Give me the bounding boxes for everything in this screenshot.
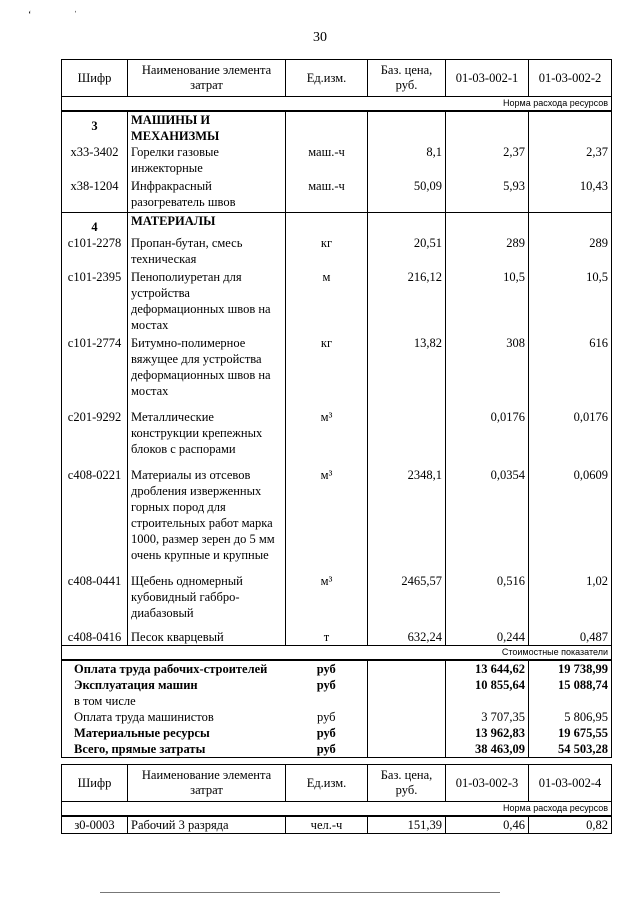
row-price: 8,1 — [368, 144, 446, 178]
summary-label: в том числе — [62, 693, 286, 709]
cost-label: Стоимостные показатели — [62, 646, 612, 661]
row-unit: т — [286, 629, 368, 646]
summary-value-b — [529, 693, 612, 709]
row-code: с408-0221 — [62, 467, 128, 573]
row-value-b: 2,37 — [529, 144, 612, 178]
empty-cell — [286, 111, 368, 144]
summary-value-b: 19 675,55 — [529, 725, 612, 741]
resource-table-1 — [61, 59, 612, 758]
row-name: Горелки газовые инжекторные — [128, 144, 286, 178]
summary-label: Всего, прямые затраты — [62, 741, 286, 758]
summary-label: Оплата труда рабочих-строителей — [62, 660, 286, 677]
row-price: 632,24 — [368, 629, 446, 646]
table-row — [62, 409, 612, 467]
row-value-a: 308 — [446, 335, 529, 409]
summary-row — [62, 660, 612, 677]
row-value-a: 0,0176 — [446, 409, 529, 467]
summary-unit: руб — [286, 660, 368, 677]
row-price: 2348,1 — [368, 467, 446, 573]
row-unit: кг — [286, 335, 368, 409]
row-value-a: 10,5 — [446, 269, 529, 335]
row-value-b: 10,43 — [529, 178, 612, 213]
summary-value-a: 38 463,09 — [446, 741, 529, 758]
row-unit: кг — [286, 235, 368, 269]
summary-row — [62, 693, 612, 709]
empty-cell — [529, 213, 612, 236]
header-name: Наименование элемента затрат — [128, 60, 286, 97]
empty-cell — [446, 111, 529, 144]
row-value-a: 289 — [446, 235, 529, 269]
page-number: 30 — [313, 30, 327, 45]
row-code: с101-2395 — [62, 269, 128, 335]
row-unit: м³ — [286, 409, 368, 467]
summary-value-b: 15 088,74 — [529, 677, 612, 693]
row-code: с408-0441 — [62, 573, 128, 629]
row-unit: маш.-ч — [286, 144, 368, 178]
row-code: с101-2774 — [62, 335, 128, 409]
header-col-b: 01-03-002-4 — [529, 765, 612, 802]
summary-value-b: 54 503,28 — [529, 741, 612, 758]
header-unit: Ед.изм. — [286, 765, 368, 802]
row-name: Пропан-бутан, смесь техническая — [128, 235, 286, 269]
summary-row — [62, 677, 612, 693]
norm-label-row — [62, 97, 612, 112]
header-col-b: 01-03-002-2 — [529, 60, 612, 97]
empty-cell — [368, 111, 446, 144]
table-row — [62, 335, 612, 409]
section-header-row — [62, 111, 612, 144]
summary-value-b: 19 738,99 — [529, 660, 612, 677]
norm-label-row — [62, 802, 612, 817]
empty-cell — [368, 660, 446, 677]
summary-label: Материальные ресурсы — [62, 725, 286, 741]
row-code: с101-2278 — [62, 235, 128, 269]
row-code: с408-0416 — [62, 629, 128, 646]
summary-row — [62, 725, 612, 741]
row-unit: м³ — [286, 467, 368, 573]
empty-cell — [368, 725, 446, 741]
summary-label: Оплата труда машинистов — [62, 709, 286, 725]
row-code: з0-0003 — [62, 816, 128, 834]
row-value-b: 289 — [529, 235, 612, 269]
header-name: Наименование элемента затрат — [128, 765, 286, 802]
section-title: МАШИНЫ И МЕХАНИЗМЫ — [128, 111, 286, 144]
empty-cell — [286, 213, 368, 236]
row-value-b: 0,487 — [529, 629, 612, 646]
row-price: 13,82 — [368, 335, 446, 409]
header-code: Шифр — [62, 765, 128, 802]
resource-table-2 — [61, 764, 612, 834]
row-unit: м — [286, 269, 368, 335]
summary-unit — [286, 693, 368, 709]
row-price: 216,12 — [368, 269, 446, 335]
row-value-a: 0,46 — [446, 816, 529, 834]
row-value-a: 2,37 — [446, 144, 529, 178]
row-code: с201-9292 — [62, 409, 128, 467]
table-row — [62, 269, 612, 335]
row-name: Металлические конструкции крепежных блоков с распорами — [128, 409, 286, 467]
row-price: 20,51 — [368, 235, 446, 269]
row-value-b: 10,5 — [529, 269, 612, 335]
row-name: Материалы из отсевов дробления изверженных горных пород для строительных работ марка 1000, размер зерен до 5 мм очень крупные и крупные — [128, 467, 286, 573]
summary-value-b: 5 806,95 — [529, 709, 612, 725]
table-row — [62, 467, 612, 573]
table-header-row — [62, 765, 612, 802]
summary-value-a: 13 644,62 — [446, 660, 529, 677]
row-value-a: 0,516 — [446, 573, 529, 629]
table-header-row — [62, 60, 612, 97]
empty-cell — [446, 213, 529, 236]
row-value-b: 0,0609 — [529, 467, 612, 573]
empty-cell — [529, 111, 612, 144]
summary-label: Эксплуатация машин — [62, 677, 286, 693]
row-name: Песок кварцевый — [128, 629, 286, 646]
table-row — [62, 178, 612, 213]
row-name: Пенополиуретан для устройства деформационных швов на мостах — [128, 269, 286, 335]
row-value-b: 0,0176 — [529, 409, 612, 467]
summary-value-a: 3 707,35 — [446, 709, 529, 725]
section-number: 3 — [62, 111, 128, 144]
summary-row — [62, 709, 612, 725]
empty-cell — [368, 693, 446, 709]
row-name: Рабочий 3 разряда — [128, 816, 286, 834]
empty-cell — [368, 741, 446, 758]
header-unit: Ед.изм. — [286, 60, 368, 97]
table-row — [62, 629, 612, 646]
row-price: 50,09 — [368, 178, 446, 213]
summary-unit: руб — [286, 709, 368, 725]
summary-value-a — [446, 693, 529, 709]
row-value-a: 0,244 — [446, 629, 529, 646]
table-row — [62, 144, 612, 178]
section-header-row — [62, 213, 612, 236]
norm-label: Норма расхода ресурсов — [62, 97, 612, 112]
row-name: Щебень одномерный кубовидный габбро-диабазовый — [128, 573, 286, 629]
section-title: МАТЕРИАЛЫ — [128, 213, 286, 236]
cost-label-row — [62, 646, 612, 661]
header-price: Баз. цена, руб. — [368, 765, 446, 802]
scan-marks: ʻ ˈ — [28, 10, 98, 21]
summary-unit: руб — [286, 725, 368, 741]
row-unit: чел.-ч — [286, 816, 368, 834]
empty-cell — [368, 709, 446, 725]
row-value-b: 0,82 — [529, 816, 612, 834]
header-col-a: 01-03-002-3 — [446, 765, 529, 802]
header-price: Баз. цена, руб. — [368, 60, 446, 97]
row-unit: маш.-ч — [286, 178, 368, 213]
page-bottom-rule — [100, 892, 500, 893]
row-name: Инфракрасный разогреватель швов — [128, 178, 286, 213]
table-row — [62, 573, 612, 629]
summary-unit: руб — [286, 741, 368, 758]
empty-cell — [368, 677, 446, 693]
row-name: Битумно-полимерное вяжущее для устройства деформационных швов на мостах — [128, 335, 286, 409]
empty-cell — [368, 213, 446, 236]
row-code: х38-1204 — [62, 178, 128, 213]
summary-row — [62, 741, 612, 758]
row-code: х33-3402 — [62, 144, 128, 178]
row-value-a: 0,0354 — [446, 467, 529, 573]
header-code: Шифр — [62, 60, 128, 97]
row-unit: м³ — [286, 573, 368, 629]
norm-label: Норма расхода ресурсов — [62, 802, 612, 817]
header-col-a: 01-03-002-1 — [446, 60, 529, 97]
row-value-b: 1,02 — [529, 573, 612, 629]
summary-unit: руб — [286, 677, 368, 693]
summary-value-a: 10 855,64 — [446, 677, 529, 693]
row-price: 151,39 — [368, 816, 446, 834]
row-price: 2465,57 — [368, 573, 446, 629]
summary-value-a: 13 962,83 — [446, 725, 529, 741]
row-price — [368, 409, 446, 467]
row-value-a: 5,93 — [446, 178, 529, 213]
row-value-b: 616 — [529, 335, 612, 409]
table-row — [62, 816, 612, 834]
table-row — [62, 235, 612, 269]
section-number: 4 — [62, 213, 128, 236]
